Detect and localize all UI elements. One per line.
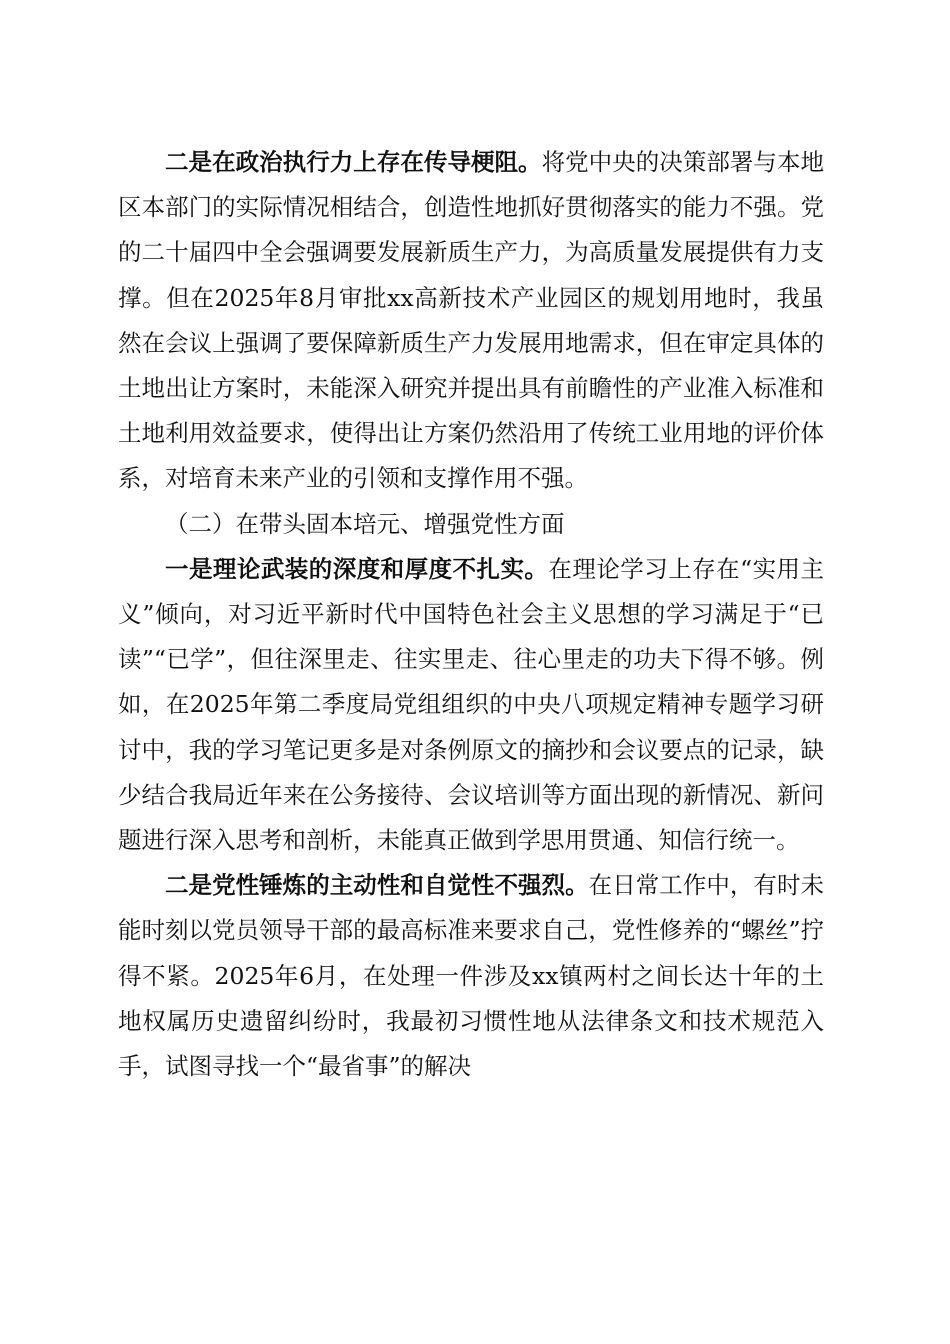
paragraph-text: 在日常工作中，有时未能时刻以党员领导干部的最高标准来要求自己，党性修养的“螺丝”拧得不紧。2025年6月，在处理一件涉及xx镇两村之间长达十年的土地权属历史遗留纠纷时，我最初习惯性地从法律条文和技术规范入手，试图寻找一个“最省事”的解决 xyxy=(118,871,825,1081)
paragraph-text: 在理论学习上存在“实用主义”倾向，对习近平新时代中国特色社会主义思想的学习满足于“已读”“已学”，但往深里走、往实里走、往心里走的功夫下得不够。例如，在2025年第二季度局党组组织的中央八项规定精神专题学习研讨中，我的学习笔记更多是对条例原文的摘抄和会议要点的记录，缺少结合我局近年来在公务接待、会议培训等方面出现的新情况、新问题进行深入思考和剖析，未能真正做到学思用贯通、知信行统一。 xyxy=(118,554,825,855)
paragraph-lead: 二是党性锤炼的主动性和自觉性不强烈。 xyxy=(165,871,589,900)
paragraph-lead: 二是在政治执行力上存在传导梗阻。 xyxy=(165,148,542,176)
paragraph-theory-study xyxy=(118,547,824,863)
section-heading: （二）在带头固本培元、增强党性方面 xyxy=(165,509,565,538)
document-body xyxy=(118,140,824,1089)
paragraph-text: 将党中央的决策部署与本地区本部门的实际情况相结合，创造性地抓好贯彻落实的能力不强。党的二十届四中全会强调要发展新质生产力，为高质量发展提供有力支撑。但在2025年8月审批xx高新技术产业园区的规划用地时，我虽然在会议上强调了要保障新质生产力发展用地需求，但在审定具体的土地出让方案时，未能深入研究并提出具有前瞻性的产业准入标准和土地利用效益要求，使得出让方案仍然沿用了传统工业用地的评价体系，对培育未来产业的引领和支撑作用不强。 xyxy=(118,148,825,493)
paragraph-political-execution xyxy=(118,140,824,502)
paragraph-party-spirit xyxy=(118,863,824,1089)
paragraph-lead: 一是理论武装的深度和厚度不扎实。 xyxy=(165,554,549,583)
